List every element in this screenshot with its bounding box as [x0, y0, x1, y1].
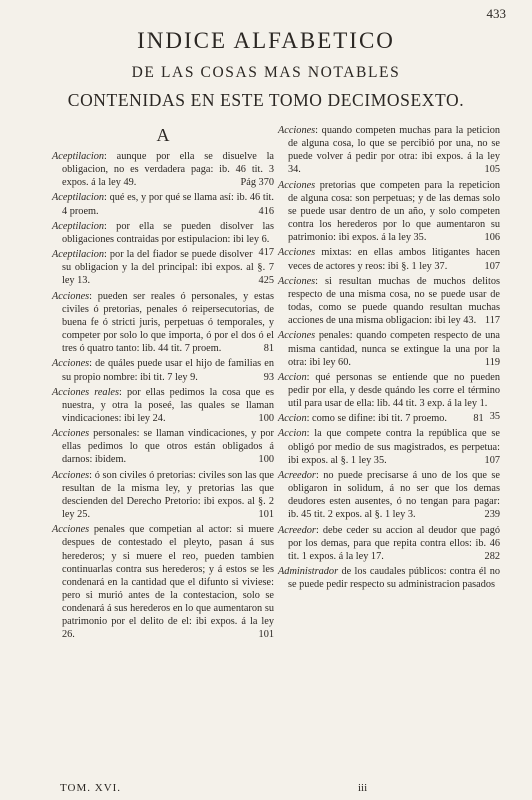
entry-text: : debe ceder su accion al deudor que pagó por los demas, para que repita contra ellos: ib. 46 tit. 1 expos. á la ley 17.: [288, 524, 500, 562]
index-entry: [278, 412, 500, 425]
entry-term: Accion: [278, 413, 307, 425]
entry-term: Acciones: [52, 428, 90, 440]
entry-text: personales: se llaman vindicaciones, y por ellas pedimos lo que otros están obligados á darnos: ibidem.: [62, 428, 274, 466]
index-entry: [52, 469, 274, 522]
entry-text: : pueden ser reales ó personales, y estas civiles ó pretorias, penales ó reipersecutorias, de buena fe ó stricti juris, perpetuas ó temporales, y competer por solo lo que importa, ó por el dos ó el tres ó quatro tanto: lib. 44 tit. 7 proem.: [62, 290, 274, 355]
entry-text: penales que competian al actor: si muere despues de contestado el pleyto, pasan á sus herederos; y si muere el reo, pueden tambien continuarlas contra sus herederos; y á estos se les condenará en la cantidad que el difunto si viviese: pero si murió antes de la contestacion, solo se condenará á sus herederos en lo que aumentaron su patrimonio por el delito de el: ibi expos. á la ley 26.: [62, 524, 274, 641]
entry-text: pretorias que competen para la repeticion de alguna cosa: son perpetuas; y de las demas solo se puede usar dentro de un año, y solo competen contra los herederos por lo que aumentaron su patrimonio: ibi expos. á la ley 35.: [288, 179, 500, 244]
entry-page-ref: 105: [484, 164, 500, 176]
entry-page-ref: 119: [484, 356, 500, 368]
index-entry: [278, 565, 500, 591]
index-entry: [278, 275, 500, 328]
entry-page-ref: 417: [258, 247, 274, 259]
entry-term: Acciones: [278, 247, 316, 259]
entry-page-ref: 100: [258, 412, 274, 424]
section-letter: A: [156, 125, 170, 145]
entry-text: : de quáles puede usar el hijo de familias en su propio nombre: ibi tit. 7 ley 9.: [62, 358, 274, 383]
index-title: INDICE ALFABETICO: [137, 28, 395, 53]
entry-text: : aunque por ella se disuelve la obligacion, no es verdadera paga: ib. 46 tit. 3 expos. á la ley 49.: [62, 151, 274, 189]
entry-term: Acciones: [52, 290, 90, 302]
entry-page-ref: 101: [258, 509, 274, 521]
entry-text: : la que compete contra la república que se obligó por medio de sus magistrados, es perpetua: ibi expos. al §. 1 ley 35.: [288, 428, 500, 466]
index-entry: [278, 524, 500, 563]
entry-page-ref: 107: [484, 454, 500, 466]
entry-term: Acreedor: [278, 469, 316, 481]
index-entry: [278, 329, 500, 368]
entry-term: Aceptilacion: [52, 192, 105, 204]
entry-text: de los caudales públicos: contra él no se puede pedir respecto su administracion pasados: [288, 566, 500, 591]
index-entry: [52, 220, 274, 259]
entry-text: : qué personas se entiende que no pueden pedir por ella, y desde quándo les corre el término util para usar de ella: lib. 44 tit. 3 exp. á la ley 1.: [288, 371, 500, 410]
entry-term: Acciones: [52, 358, 90, 370]
entry-page-ref: 107: [484, 260, 500, 272]
entry-page-ref: 282: [484, 550, 500, 562]
index-entry: [52, 290, 274, 356]
entry-page-ref: 416: [258, 205, 274, 217]
entry-term: Acciones: [278, 125, 316, 136]
entry-page-ref: 35: [489, 411, 500, 423]
right-entries-list: [278, 124, 500, 591]
left-column: [52, 124, 274, 644]
volume-signature: TOM. XVI.: [60, 782, 122, 794]
entry-term: Accion: [278, 371, 307, 383]
right-column: [278, 124, 500, 593]
entry-term: Acciones: [278, 330, 316, 342]
entry-text: : por ellas pedimos la cosa que es nuestra, y otra la poseé, las quales se llaman vindicaciones: ibi ley 24.: [62, 386, 274, 424]
left-entries-list: [52, 150, 274, 642]
entry-page-ref: Pág 370: [240, 177, 274, 189]
entry-page-ref: 81: [263, 343, 274, 355]
entry-term: Acciones: [278, 179, 316, 191]
entry-text: : no puede precisarse á uno de los que se obligaron in solidum, á no ser que los demas deudores esten ausentes, ó no tengan para pagar: ib. 45 tit. 2 expos. al §. 1 ley 3.: [288, 469, 500, 521]
index-entry: [52, 248, 274, 287]
entry-page-ref: 239: [484, 509, 500, 521]
page-number: 433: [486, 6, 506, 21]
entry-text: : si resultan muchas de muchos delitos respecto de una misma cosa, no se puede usar de todas, como se puede quando resultan muchas acciones de una misma obligacion: ibi ley 43.: [288, 275, 500, 327]
index-subtitle-volume: CONTENIDAS EN ESTE TOMO DECIMOSEXTO.: [67, 90, 465, 110]
entry-page-ref: 101: [258, 629, 274, 641]
index-entry: [278, 246, 500, 272]
entry-text: penales: quando competen respecto de una misma cantidad, nunca se extingue la una por la otra: ibi ley 60.: [288, 330, 500, 368]
entry-term: Acciones: [52, 469, 90, 481]
entry-text: : quando competen muchas para la peticion de alguna cosa, lo que se percibió por una, no se puede volver á pedir por otra: ibi expos. á la ley 34.: [288, 125, 500, 176]
entry-term: Acreedor: [278, 524, 316, 536]
entry-term: Aceptilacion: [52, 151, 105, 162]
index-entry: [278, 469, 500, 522]
entry-text: : ó son civiles ó pretorias: civiles son las que resultan de la misma ley, y pretorias las que descienden del Derecho Pretorio: ibi expos. al §. 2 ley 25.: [62, 469, 274, 521]
index-entry: [52, 357, 274, 383]
entry-term: Accion: [278, 428, 307, 440]
entry-page-ref: 106: [484, 232, 500, 244]
index-entry: [278, 179, 500, 245]
entry-term: Acciones: [52, 524, 90, 536]
index-entry: [52, 191, 274, 217]
index-entry: [52, 386, 274, 425]
entry-term: Acciones: [278, 275, 316, 287]
entry-page-ref: 100: [258, 454, 274, 466]
index-entry: [278, 124, 500, 177]
entry-text: : como se difine: ibi tit. 7 proemo.: [306, 413, 448, 425]
signature-mark: iii: [358, 782, 368, 794]
entry-term: Acciones reales: [52, 386, 120, 398]
entry-page-ref: 93: [263, 371, 274, 383]
index-entry: [52, 150, 274, 189]
entry-page-ref: 117: [484, 315, 500, 327]
entry-term: Administrador: [278, 566, 339, 577]
entry-text: : por la del fiador se puede disolver su obligacion y la del principal: ibi expos. al §. 7 ley 13.: [62, 249, 274, 287]
index-entry: [278, 427, 500, 466]
entry-term: Aceptilacion: [52, 220, 105, 232]
index-entry: [52, 427, 274, 466]
index-entry: [52, 523, 274, 641]
entry-page-ref: 425: [258, 275, 274, 287]
entry-text: mixtas: en ellas ambos litigantes hacen veces de actores y reos: ibi §. 1 ley 37.: [288, 247, 500, 272]
entry-text: : qué es, y por qué se llama así: ib. 46 tit. 4 proem.: [62, 192, 274, 217]
index-subtitle: DE LAS COSAS MAS NOTABLES: [131, 64, 401, 81]
entry-page-ref: 81: [473, 413, 484, 425]
entry-text: : por ella se pueden disolver las obligaciones contraidas por estipulacion: ibi ley 6.: [62, 220, 274, 245]
entry-term: Aceptilacion: [52, 249, 105, 261]
